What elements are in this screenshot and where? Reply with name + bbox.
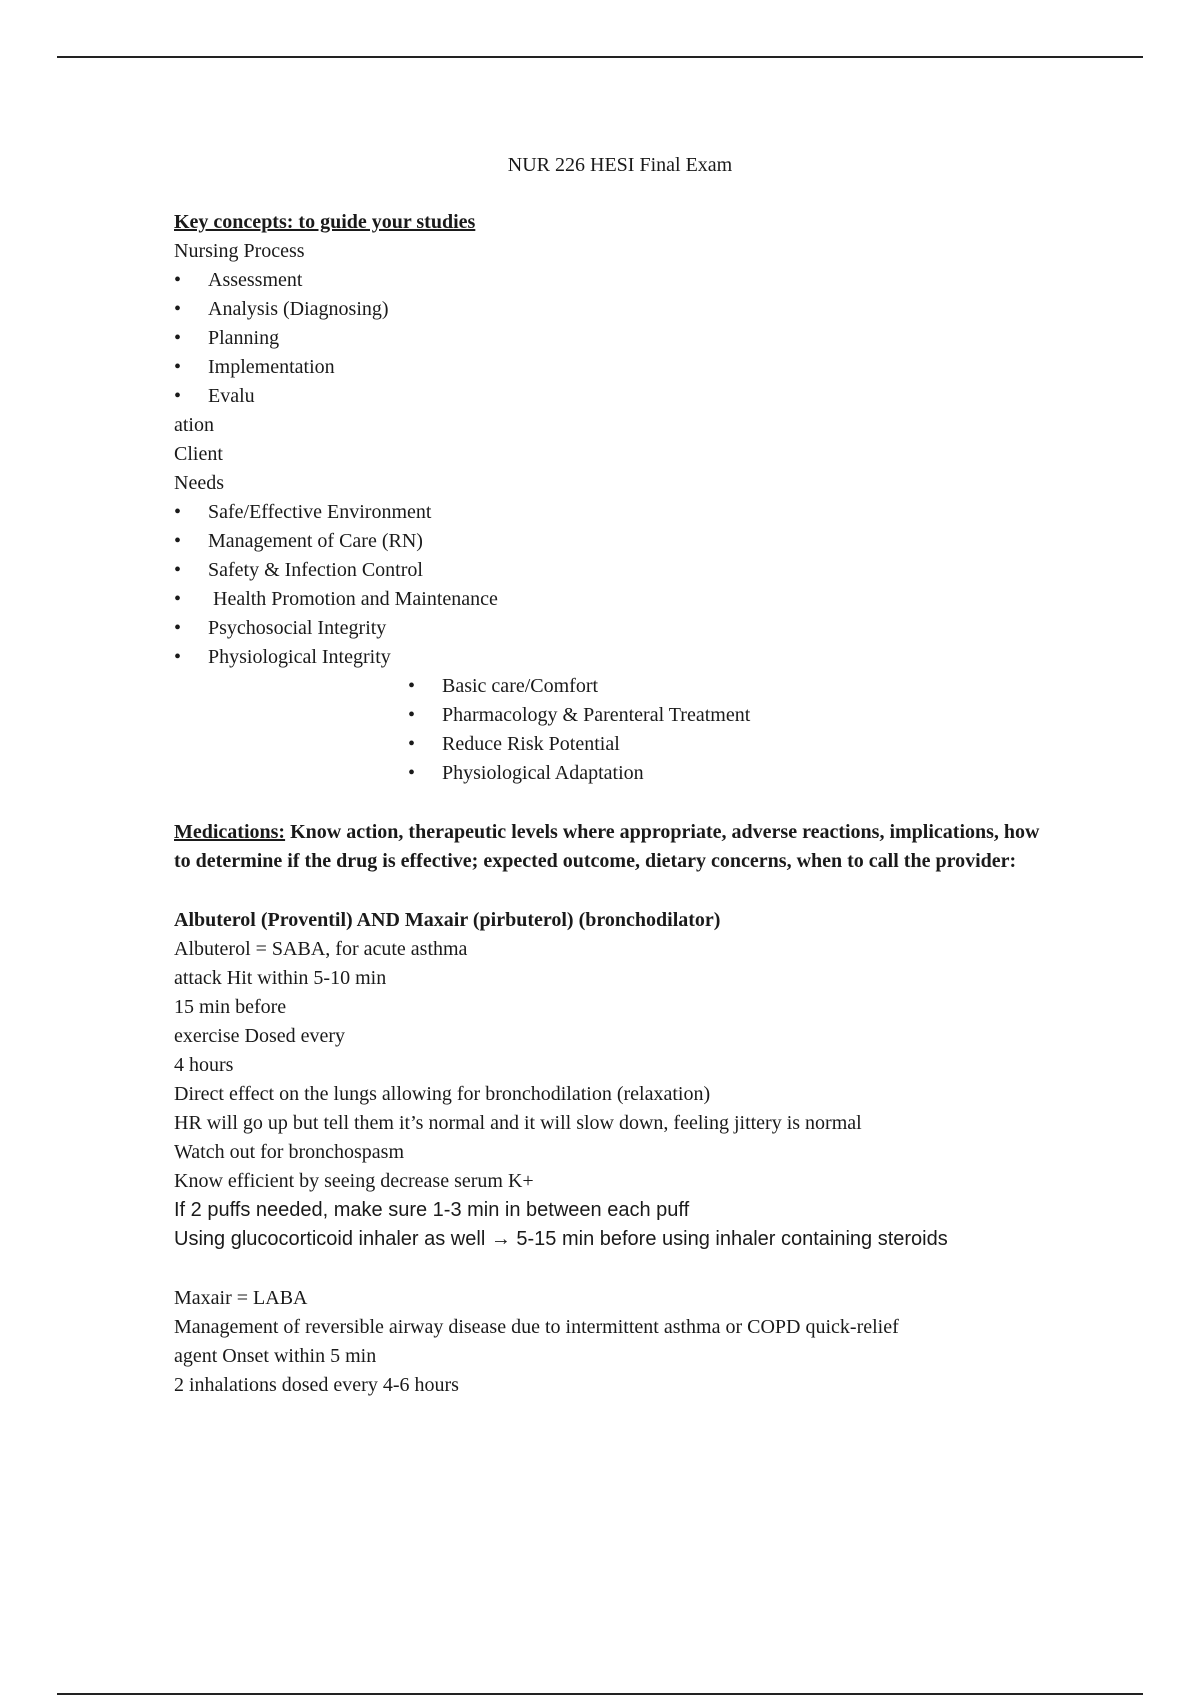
list-item: • Basic care/Comfort: [408, 672, 1054, 701]
note-line: Management of reversible airway disease due to intermittent asthma or COPD quick-relief: [174, 1316, 899, 1338]
document-title: NUR 226 HESI Final Exam: [507, 154, 733, 176]
bullet-icon: •: [408, 762, 416, 784]
list-item: • Physiological Adaptation: [408, 759, 1054, 788]
document-body: [174, 208, 1054, 1400]
note-line: Maxair = LABA: [174, 1287, 308, 1309]
albuterol-heading: Albuterol (Proventil) AND Maxair (pirbuterol) (bronchodilator): [174, 909, 721, 931]
nursing-process-list: [174, 266, 1054, 411]
bullet-icon: •: [174, 646, 182, 668]
note-line: 2 inhalations dosed every 4-6 hours: [174, 1374, 459, 1396]
wrapped-line: ation: [174, 414, 214, 436]
client-needs-list: [174, 498, 1054, 672]
list-item: • Psychosocial Integrity: [174, 614, 1054, 643]
top-rule: [57, 56, 1143, 58]
bullet-icon: •: [174, 385, 182, 407]
list-item: • Planning: [174, 324, 1054, 353]
note-line: Watch out for bronchospasm: [174, 1141, 404, 1163]
medications-label: Medications:: [174, 821, 286, 843]
bullet-icon: •: [174, 617, 182, 639]
list-item: • Implementation: [174, 353, 1054, 382]
list-item: • Safe/Effective Environment: [174, 498, 1054, 527]
maxair-notes: [174, 1284, 1054, 1400]
wrapped-line: Client: [174, 443, 223, 465]
bullet-icon: •: [408, 704, 416, 726]
key-concepts-heading: Key concepts: to guide your studies: [174, 211, 476, 233]
bullet-icon: •: [174, 501, 182, 523]
bullet-icon: •: [174, 298, 182, 320]
list-item: • Physiological Integrity: [174, 643, 1054, 672]
note-line: Using glucocorticoid inhaler as well → 5-15 min before using inhaler containing steroids: [174, 1228, 948, 1250]
note-line: exercise Dosed every: [174, 1025, 346, 1047]
spacer: [174, 1254, 1054, 1284]
list-item: • Reduce Risk Potential: [408, 730, 1054, 759]
list-item: • Assessment: [174, 266, 1054, 295]
bullet-icon: •: [174, 356, 182, 378]
note-line: Know efficient by seeing decrease serum K+: [174, 1170, 534, 1192]
note-line: If 2 puffs needed, make sure 1-3 min in between each puff: [174, 1199, 690, 1221]
medications-text: Know action, therapeutic levels where appropriate, adverse reactions, implications, how to determine if the drug is effective; expected outcome, dietary concerns, when to call the provider:: [174, 821, 1040, 872]
bullet-icon: •: [174, 269, 182, 291]
bullet-icon: •: [174, 559, 182, 581]
nursing-process-label: Nursing Process: [174, 240, 305, 262]
note-line: Albuterol = SABA, for acute asthma: [174, 938, 468, 960]
list-item: • Evalu: [174, 382, 1054, 411]
bullet-icon: •: [408, 675, 416, 697]
bullet-icon: •: [174, 327, 182, 349]
physiological-sub-list: [408, 672, 1054, 788]
note-line: HR will go up but tell them it’s normal and it will slow down, feeling jittery is normal: [174, 1112, 862, 1134]
note-line: Direct effect on the lungs allowing for bronchodilation (relaxation): [174, 1083, 711, 1105]
list-item: • Health Promotion and Maintenance: [174, 585, 1054, 614]
note-line: attack Hit within 5-10 min: [174, 967, 387, 989]
wrapped-line: Needs: [174, 472, 224, 494]
albuterol-notes: [174, 935, 1054, 1254]
note-line: agent Onset within 5 min: [174, 1345, 377, 1367]
bullet-icon: •: [174, 588, 182, 610]
medications-paragraph: [174, 818, 1054, 876]
spacer: [174, 788, 1054, 818]
bottom-rule: [57, 1693, 1143, 1695]
spacer: [174, 876, 1054, 906]
list-item: • Safety & Infection Control: [174, 556, 1054, 585]
list-item: • Management of Care (RN): [174, 527, 1054, 556]
list-item: • Analysis (Diagnosing): [174, 295, 1054, 324]
note-line: 4 hours: [174, 1054, 234, 1076]
note-line: 15 min before: [174, 996, 287, 1018]
bullet-icon: •: [408, 733, 416, 755]
bullet-icon: •: [174, 530, 182, 552]
list-item: • Pharmacology & Parenteral Treatment: [408, 701, 1054, 730]
